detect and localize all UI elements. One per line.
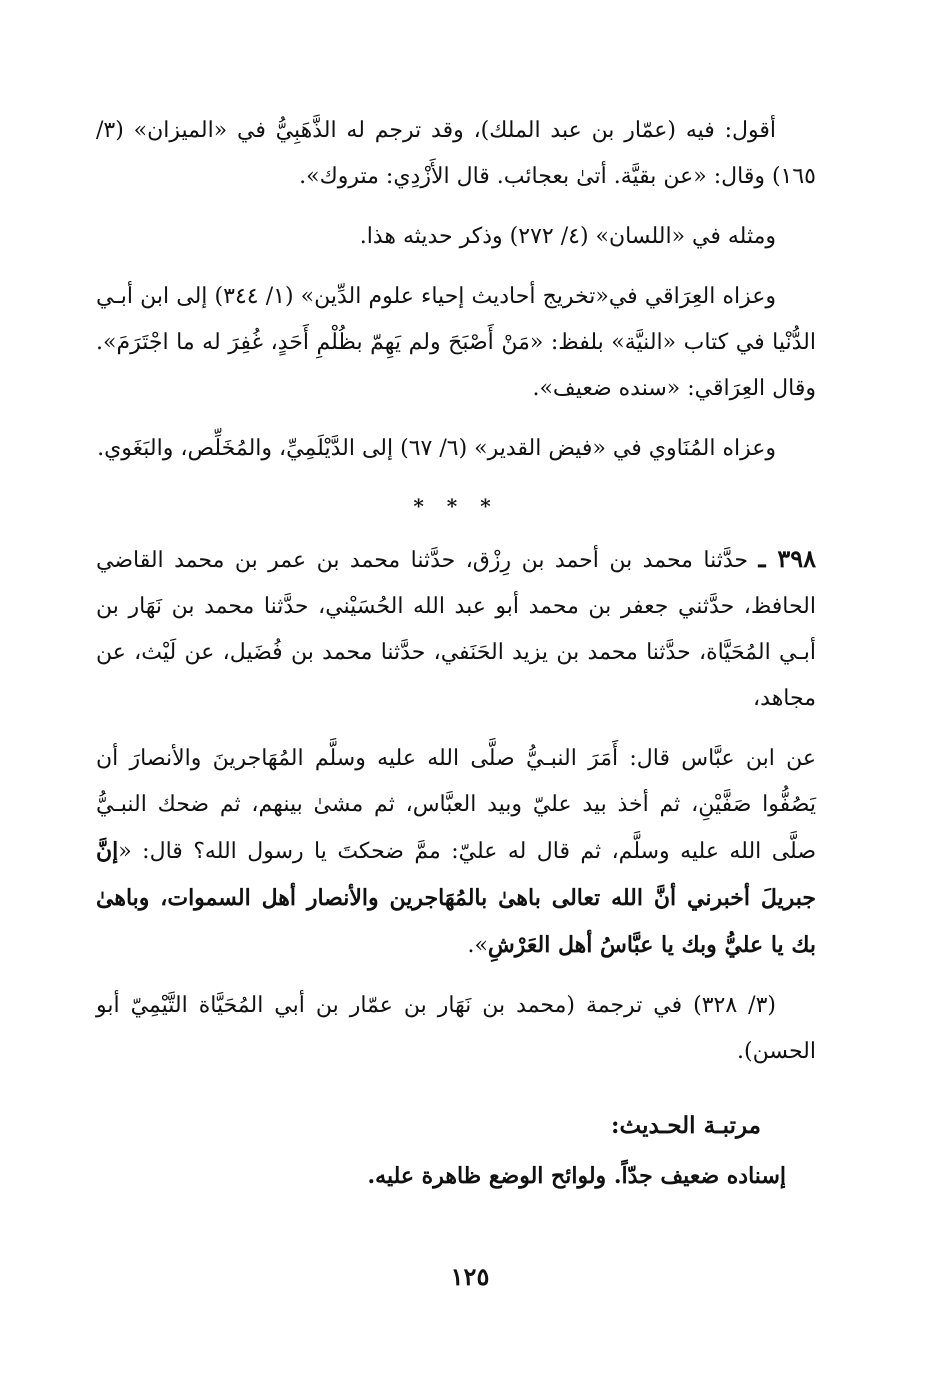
paragraph-iraqi: وعزاه العِرَاقي في«تخريج أحاديث إحياء علوم الدِّين» (١/ ٣٤٤) إلى ابن أبـي الدُّنْيا في كتاب «النيَّة» بلفظ: «مَنْ أَصْبَحَ ولم يَهِمّ بظُلْمِ أَحَدٍ، غُفِرَ له ما اجْتَرَمَ». وقال العِرَاقي: «سنده ضعيف». — [96, 284, 816, 401]
section-separator: * * * — [413, 494, 499, 518]
paragraph-reference: (٣/ ٣٢٨) في ترجمة (محمد بن نَهَار بن عمّار بن أبي المُحَيَّاة التَّيْمِيّ أبو الحسن). — [96, 993, 816, 1064]
hadith-number: ٣٩٨ ـ — [758, 544, 816, 573]
page-number: ١٢٥ — [450, 1262, 490, 1291]
hadith-matn — [96, 736, 816, 969]
paragraph-munawi: وعزاه المُنَاوي في «فيض القدير» (٦/ ٦٧) إلى الدَّيْلَمِيِّ، والمُخَلِّص، والبَغَوي. — [97, 436, 776, 461]
matn-quote: إنَّ جبريلَ أخبرني أنَّ الله تعالى باهىٰ بالمُهَاجرين والأنصار أهل السموات، وباهىٰ بك يا عليُّ وبك يا عبَّاسُ أهل العَرْشِ — [96, 838, 816, 958]
isnad-text: حدَّثنا محمد بن أحمد بن رِزْق، حدَّثنا محمد بن عمر بن محمد القاضي الحافظ، حدَّثني جعفر بن محمد أبو عبد الله الحُسَيْني، حدَّثنا محمد بن نَهَار بن أبـي المُحَيَّاة، حدَّثنا محمد بن يزيد الحَنَفي، حدَّثنا محمد بن فُضَيل، عن لَيْث، عن مجاهد، — [96, 548, 816, 711]
paragraph-lisan: ومثله في «اللسان» (٤/ ٢٧٢) وذكر حديثه هذا. — [359, 224, 776, 249]
page-body — [96, 108, 816, 1213]
heading-text: مرتبـة الحـديث: — [611, 1112, 761, 1139]
hadith-grade: إسناده ضعيف جدّاً. ولوائح الوضع ظاهرة عليه. — [367, 1163, 786, 1189]
hadith-isnad — [96, 536, 816, 722]
matn-end: ». — [467, 933, 488, 958]
paragraph-comment: أقول: فيه (عمّار بن عبد الملك)، وقد ترجم له الذَّهَبِيُّ في «الميزان» (٣/ ١٦٥) وقال: «عن بقيَّة. أتىٰ بعجائب. قال الأَزْدِي: متروك». — [96, 118, 816, 189]
matn-intro: عن ابن عبَّاس قال: أَمَرَ النبـيُّ صلَّى الله عليه وسلَّم المُهَاجرينَ والأنصارَ أن يَصُفُّوا صَفَّيْنِ، ثم أخذ بيد عليّ وبيد العبَّاس، ثم مشىٰ بينهم، ثم ضحك النبـيُّ صلَّى الله عليه وسلَّم، ثم قال له عليّ: ممَّ ضحكتَ يا رسول الله؟ قال: « — [96, 746, 816, 864]
section-heading — [96, 1103, 816, 1149]
